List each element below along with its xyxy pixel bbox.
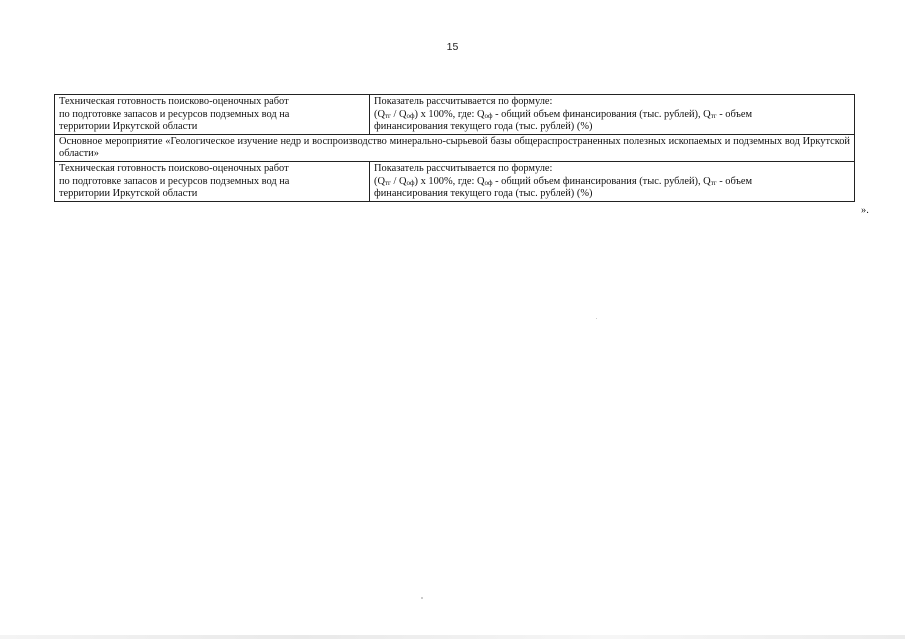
main-activity-cell: Основное мероприятие «Геологическое изучение недр и воспроизводство минерально-сырьевой базы общераспространенных полезных ископаемых и подземных вод Иркутской области» [55,134,855,161]
page-number: 15 [446,41,459,53]
formula-line: $(Q_{тг} / Q_{оф})$ x 100%, где: $Q_{оф}$ - общий объем финансирования (тыс. рублей), $Q_{тг}$ - объем [374,175,753,187]
indicator-table [54,94,855,202]
table-row [55,134,855,161]
indicator-name-cell [55,161,370,201]
table-row [55,161,855,201]
scan-speck [596,318,597,319]
scan-edge-strip [0,635,905,639]
indicator-name-line: по подготовке запасов и ресурсов подземных вод на [59,175,290,187]
closing-quote-mark: ». [861,205,869,216]
indicator-name-line: территории Иркутской области [59,121,198,133]
indicator-name-cell [55,95,370,135]
calculation-method-cell [370,95,855,135]
table-row [55,95,855,135]
method-title: Показатель рассчитывается по формуле: [374,96,553,107]
formula-line: $(Q_{тг} / Q_{оф})$ x 100%, где: $Q_{оф}$ - общий объем финансирования (тыс. рублей), $Q_{тг}$ - объем [374,108,753,120]
indicator-name-line: Техническая готовность поисково-оценочных работ [59,162,289,174]
method-last-line: финансирования текущего года (тыс. рублей) (%) [374,121,593,133]
indicator-name-line: Техническая готовность поисково-оценочных работ [59,96,289,107]
scan-speck [421,597,423,599]
indicator-name-line: по подготовке запасов и ресурсов подземных вод на [59,108,290,120]
method-title: Показатель рассчитывается по формуле: [374,162,553,174]
calculation-method-cell [370,161,855,201]
method-last-line: финансирования текущего года (тыс. рублей) (%) [374,188,593,200]
indicator-name-line: территории Иркутской области [59,188,198,200]
